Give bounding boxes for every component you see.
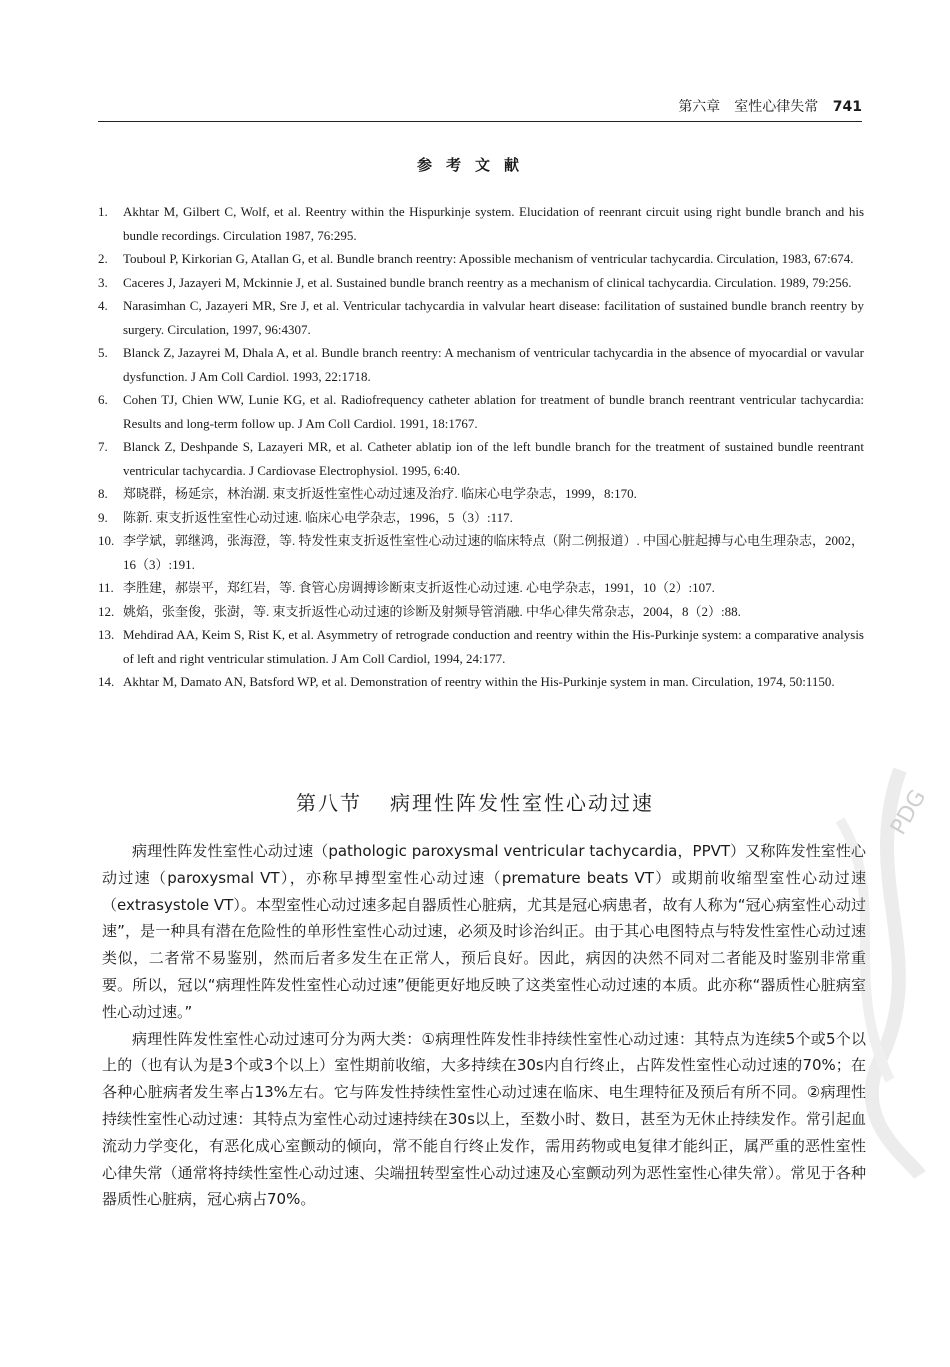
paragraph-2: 病理性阵发性室性心动过速可分为两大类：①病理性阵发性非持续性室性心动过速：其特点为连续5个或5个以上的（也有认为是3个或3个以上）室性期前收缩，大多持续在30s内自行终止，占阵发性室性心动过速的70%；在各种心脏病者发生率占13%左右。它与阵发性持续性室性心动过速在临床、电生理特征及预后有所不同。②病理性持续性室性心动过速：其特点为室性心动过速持续在30s以上，至数小时、数日，甚至为无休止持续发作。常引起血流动力学变化，有恶化成心室颤动的倾向，常不能自行终止发作，需用药物或电复律才能纠正，属严重的恶性室性心律失常（通常将持续性室性心动过速、尖端扭转型室性心动过速及心室颤动列为恶性室性心律失常）。常见于各种器质性心脏病，冠心病占70%。	[102, 1029, 866, 1209]
reference-item	[98, 294, 864, 341]
reference-text: Mehdirad AA, Keim S, Rist K, et al. Asymmetry of retrograde conduction and reentry within the His-Purkinje system: a comparative analysis of left and right ventricular stimulation. J Am Coll Cardiol, 1994, 24:177.	[123, 627, 864, 666]
reference-number: 9.	[98, 509, 108, 525]
reference-number: 14.	[98, 674, 115, 689]
reference-number: 10.	[98, 533, 115, 548]
reference-number: 3.	[98, 274, 108, 290]
reference-number: 5.	[98, 345, 108, 360]
reference-item	[98, 247, 864, 271]
reference-item	[98, 200, 864, 247]
reference-number: 11.	[98, 580, 114, 595]
reference-text: Blanck Z, Jazayrei M, Dhala A, et al. Bundle branch reentry: A mechanism of ventricular tachycardia in the absence of myocardial or vavular dysfunction. J Am Coll Cardiol. 1993, 22:1718.	[123, 345, 864, 384]
body-text	[102, 838, 866, 1213]
reference-item	[98, 506, 864, 530]
reference-text: Blanck Z, Deshpande S, Lazayeri MR, et al. Catheter ablatip ion of the left bundle branch for the treatment of sustained bundle reentrant ventricular tachycardia. J Cardiovase Electrophysiol. 1995, 6:40.	[123, 439, 864, 478]
section-title: 病理性阵发性室性心动过速	[390, 791, 654, 815]
reference-text: Cohen TJ, Chien WW, Lunie KG, et al. Radiofrequency catheter ablation for treatment of bundle branch reentrant ventricular tachycardia: Results and long-term follow up. J Am Coll Cardiol. 1991, 18:1767.	[123, 392, 864, 431]
reference-number: 13.	[98, 627, 115, 642]
reference-text: Akhtar M, Damato AN, Batsford WP, et al. Demonstration of reentry within the His-Purkinje system in man. Circulation, 1974, 50:1150.	[123, 674, 835, 689]
section-number: 第八节	[296, 791, 362, 815]
reference-text: 姚焰，张奎俊，张澍，等. 束支折返性心动过速的诊断及射频导管消融. 中华心律失常杂志，2004，8（2）:88.	[123, 603, 741, 619]
reference-item	[98, 670, 864, 694]
reference-item	[98, 341, 864, 388]
reference-number: 8.	[98, 486, 108, 501]
reference-number: 12.	[98, 603, 115, 619]
reference-item	[98, 435, 864, 482]
reference-item	[98, 576, 864, 600]
reference-text: 陈新. 束支折返性室性心动过速. 临床心电学杂志，1996，5（3）:117.	[123, 509, 513, 525]
reference-text: Touboul P, Kirkorian G, Atallan G, et al. Bundle branch reentry: Apossible mechanism of ventricular tachycardia. Circulation, 1983, 67:674.	[123, 251, 854, 266]
reference-number: 7.	[98, 439, 108, 454]
reference-number: 2.	[98, 251, 108, 266]
chapter-title: 第六章 室性心律失常	[678, 99, 819, 115]
reference-text: 李胜建，郝崇平，郑红岩，等. 食管心房调搏诊断束支折返性心动过速. 心电学杂志，1991，10（2）:107.	[123, 580, 715, 595]
reference-text: 李学斌，郭继鸿，张海澄，等. 特发性束支折返性室性心动过速的临床特点（附二例报道）. 中国心脏起搏与心电生理杂志，2002，16（3）:191.	[123, 533, 865, 572]
section-heading	[0, 787, 950, 816]
reference-number: 4.	[98, 298, 108, 313]
references-heading: 参考文献	[416, 156, 533, 174]
reference-text: Akhtar M, Gilbert C, Wolf, et al. Reentry within the Hispurkinje system. Elucidation of reenrant circuit using right bundle branch and his bundle recordings. Circulation 1987, 76:295.	[123, 204, 864, 243]
reference-number: 1.	[98, 204, 108, 219]
page-number: 741	[832, 99, 862, 115]
paragraph-1: 病理性阵发性室性心动过速（pathologic paroxysmal ventricular tachycardia，PPVT）又称阵发性室性心动过速（paroxysmal VT），亦称早搏型室性心动过速（premature beats VT）或期前收缩型室性心动过速（extrasystole VT）。本型室性心动过速多起自器质性心脏病，尤其是冠心病患者，故有人称为“冠心病室性心动过速”，是一种具有潜在危险性的单形性室性心动过速，必须及时诊治纠正。由于其心电图特点与特发性室性心动过速类似，二者常不易鉴别，然而后者多发生在正常人，预后良好。因此，病因的决然不同对二者能及时鉴别非常重要。所以，冠以“病理性阵发性室性心动过速”便能更好地反映了这类室性心动过速的本质。此亦称“器质性心脏病室性心动过速。”	[102, 842, 866, 1021]
reference-list	[98, 200, 864, 694]
watermark-graphic	[820, 760, 940, 1180]
page-header	[98, 97, 862, 122]
reference-item	[98, 271, 864, 295]
reference-item	[98, 529, 864, 576]
reference-item	[98, 388, 864, 435]
reference-text: Caceres J, Jazayeri M, Mckinnie J, et al. Sustained bundle branch reentry as a mechanism of clinical tachycardia. Circulation. 1989, 79:256.	[123, 274, 852, 290]
reference-text: Narasimhan C, Jazayeri MR, Sre J, et al. Ventricular tachycardia in valvular heart disease: facilitation of sustained bundle branch reentry by surgery. Circulation, 1997, 96:4307.	[123, 298, 864, 337]
watermark-text: PDG	[885, 785, 932, 840]
reference-text: 郑晓群，杨延宗，林治湖. 束支折返性室性心动过速及治疗. 临床心电学杂志，1999，8:170.	[123, 486, 637, 501]
reference-item	[98, 600, 864, 624]
reference-item	[98, 482, 864, 506]
reference-item	[98, 623, 864, 670]
reference-number: 6.	[98, 392, 108, 407]
